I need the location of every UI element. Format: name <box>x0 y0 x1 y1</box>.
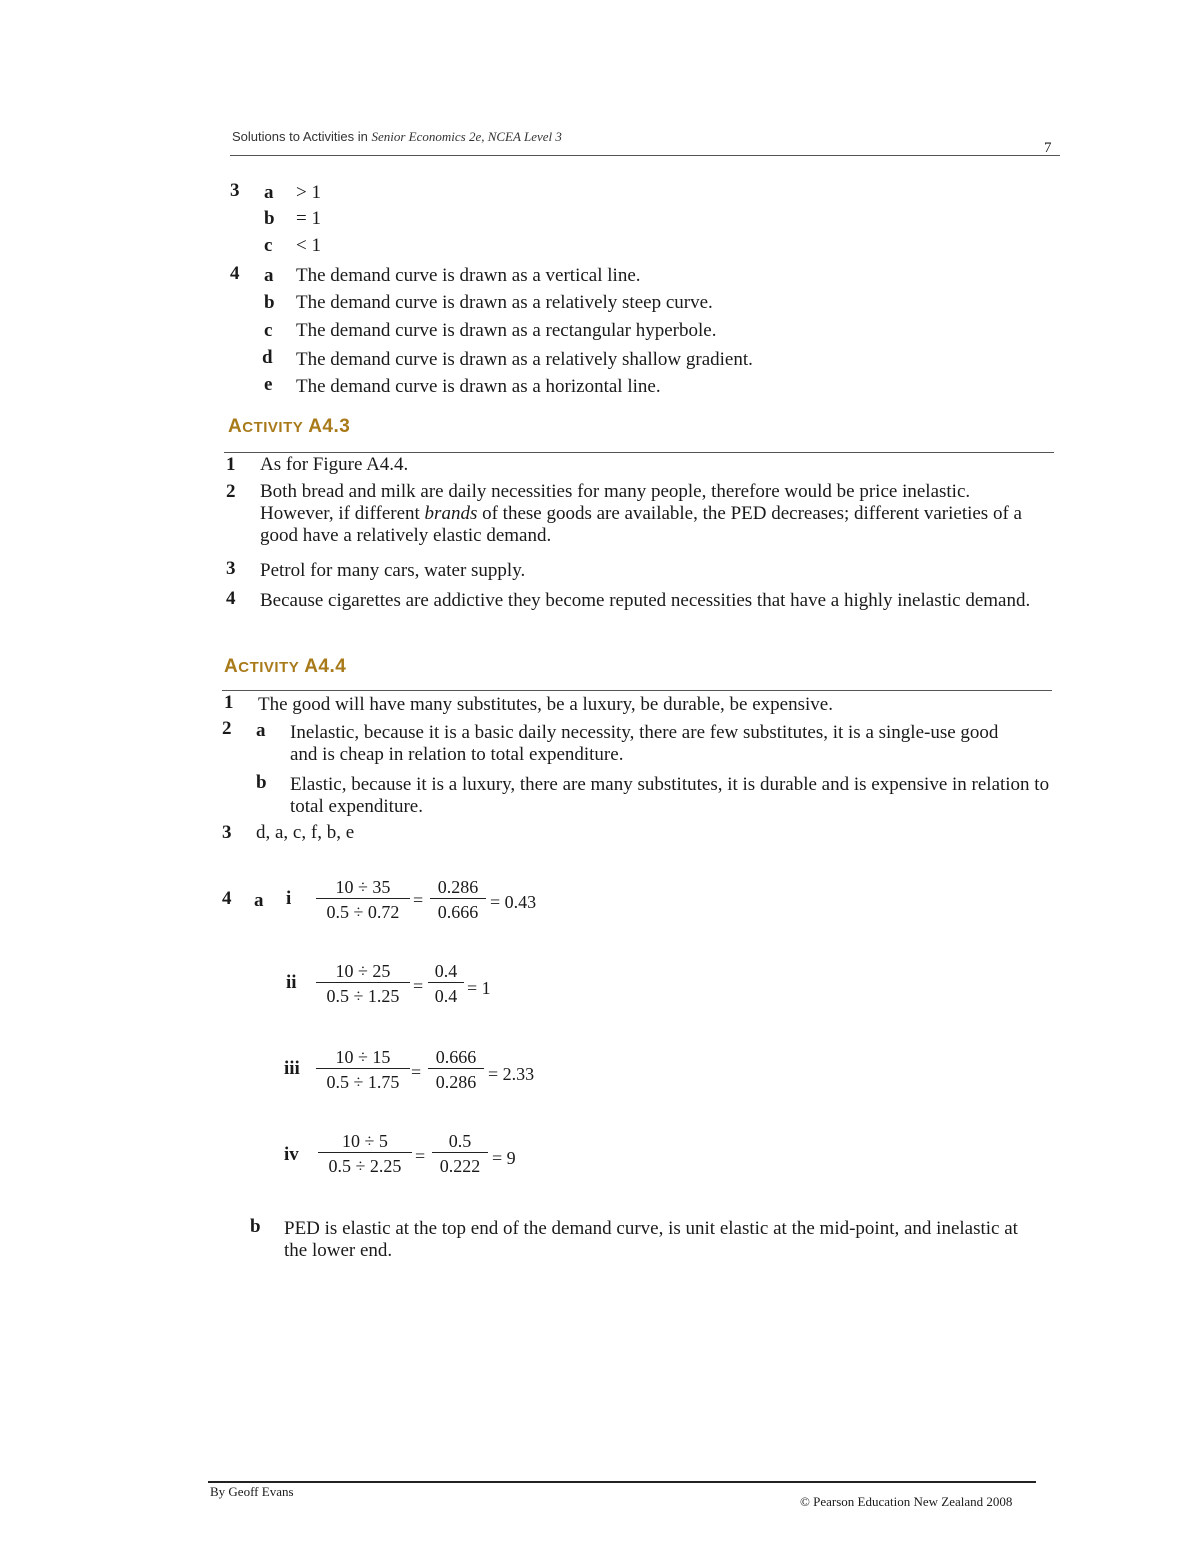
item-text: As for Figure A4.4. <box>260 454 409 475</box>
fraction: $\frac{0.666}{0.286}$ <box>428 1046 484 1093</box>
item-text: The good will have many substitutes, be a luxury, be durable, be expensive. <box>258 694 833 715</box>
item-label: c <box>264 235 273 256</box>
fraction: $\frac{10 \div 35}{0.5 \div 0.72}$ <box>316 876 410 923</box>
item-text: Petrol for many cars, water supply. <box>260 560 526 581</box>
fraction: $\frac{0.4}{0.4}$ <box>428 960 464 1007</box>
question-number: 3 <box>222 822 232 843</box>
roman-numeral: ii <box>286 972 297 993</box>
item-text: The demand curve is drawn as a relatively steep curve. <box>296 292 713 313</box>
question-number: 2 <box>222 718 232 739</box>
calc-result: = 1 <box>467 978 491 998</box>
footer-author: By Geoff Evans <box>210 1484 294 1499</box>
book-title: Senior Economics 2e, NCEA Level 3 <box>371 129 562 144</box>
item-text: The demand curve is drawn as a relatively shallow gradient. <box>296 349 753 370</box>
section-rule <box>224 452 1054 453</box>
item-text: The demand curve is drawn as a vertical line. <box>296 265 641 286</box>
roman-numeral: i <box>286 888 292 909</box>
item-text: The demand curve is drawn as a horizontal line. <box>296 376 661 397</box>
item-text: Inelastic, because it is a basic daily necessity, there are few substitutes, it is a single-use good and is cheap in relation to total expenditure. <box>290 722 999 765</box>
footer-copyright: © Pearson Education New Zealand 2008 <box>800 1494 1013 1509</box>
item-label: b <box>256 772 267 793</box>
fraction: $\frac{10 \div 25}{0.5 \div 1.25}$ <box>316 960 410 1007</box>
calc-result: = 9 <box>492 1148 516 1168</box>
header-rule <box>230 155 1060 156</box>
question-number: 1 <box>224 692 234 713</box>
question-number: 3 <box>230 180 240 201</box>
item-label: b <box>264 208 275 229</box>
fraction: $\frac{0.286}{0.666}$ <box>430 876 486 923</box>
page-number: 7 <box>1044 140 1052 156</box>
calc-result: = 2.33 <box>488 1064 535 1084</box>
fraction: $\frac{10 \div 15}{0.5 \div 1.75}$ <box>316 1046 410 1093</box>
running-header <box>232 129 562 145</box>
activity-a4-3-heading: ACTIVITY A4.3 <box>228 416 351 437</box>
footer-rule <box>208 1481 1036 1483</box>
activity-a4-4-heading: ACTIVITY A4.4 <box>224 656 347 677</box>
question-number: 4 <box>222 888 232 909</box>
equals-sign: = <box>413 976 424 996</box>
equals-sign: = <box>415 1146 426 1166</box>
item-text: = 1 <box>296 208 321 229</box>
question-number: 2 <box>226 481 236 502</box>
header-prefix: Solutions to Activities in <box>232 129 372 144</box>
item-text: Both bread and milk are daily necessities for many people, therefore would be price inelastic. However, if different brands of these goods are available, the PED decreases; different varieties of a good have a relatively elastic demand. <box>260 481 1022 546</box>
question-number: 1 <box>226 454 236 475</box>
item-label: a <box>264 265 274 286</box>
item-text: d, a, c, f, b, e <box>256 822 355 843</box>
roman-numeral: iv <box>284 1144 299 1165</box>
fraction: $\frac{10 \div 5}{0.5 \div 2.25}$ <box>318 1130 412 1177</box>
question-number: 4 <box>226 588 236 609</box>
section-rule <box>222 690 1052 691</box>
calc-result: = 0.43 <box>490 892 537 912</box>
equals-sign: = <box>411 1062 422 1082</box>
item-label: e <box>264 374 273 395</box>
item-text: Because cigarettes are addictive they become reputed necessities that have a highly inelastic demand. <box>260 590 1031 611</box>
item-text: Elastic, because it is a luxury, there are many substitutes, it is durable and is expensive in relation to total expenditure. <box>290 774 1050 817</box>
item-text: The demand curve is drawn as a rectangular hyperbole. <box>296 320 717 341</box>
item-label: a <box>256 720 266 741</box>
item-label: d <box>262 347 273 368</box>
item-label: b <box>250 1216 261 1237</box>
fraction: $\frac{0.5}{0.222}$ <box>432 1130 488 1177</box>
roman-numeral: iii <box>284 1058 300 1079</box>
item-text: > 1 <box>296 182 321 203</box>
question-number: 4 <box>230 263 240 284</box>
item-label: c <box>264 320 273 341</box>
item-text: < 1 <box>296 235 321 256</box>
item-label: b <box>264 292 275 313</box>
item-label: a <box>254 890 264 911</box>
item-text: PED is elastic at the top end of the demand curve, is unit elastic at the mid-point, and inelastic at the lower end. <box>284 1218 1018 1261</box>
item-label: a <box>264 182 274 203</box>
equals-sign: = <box>413 890 424 910</box>
question-number: 3 <box>226 558 236 579</box>
